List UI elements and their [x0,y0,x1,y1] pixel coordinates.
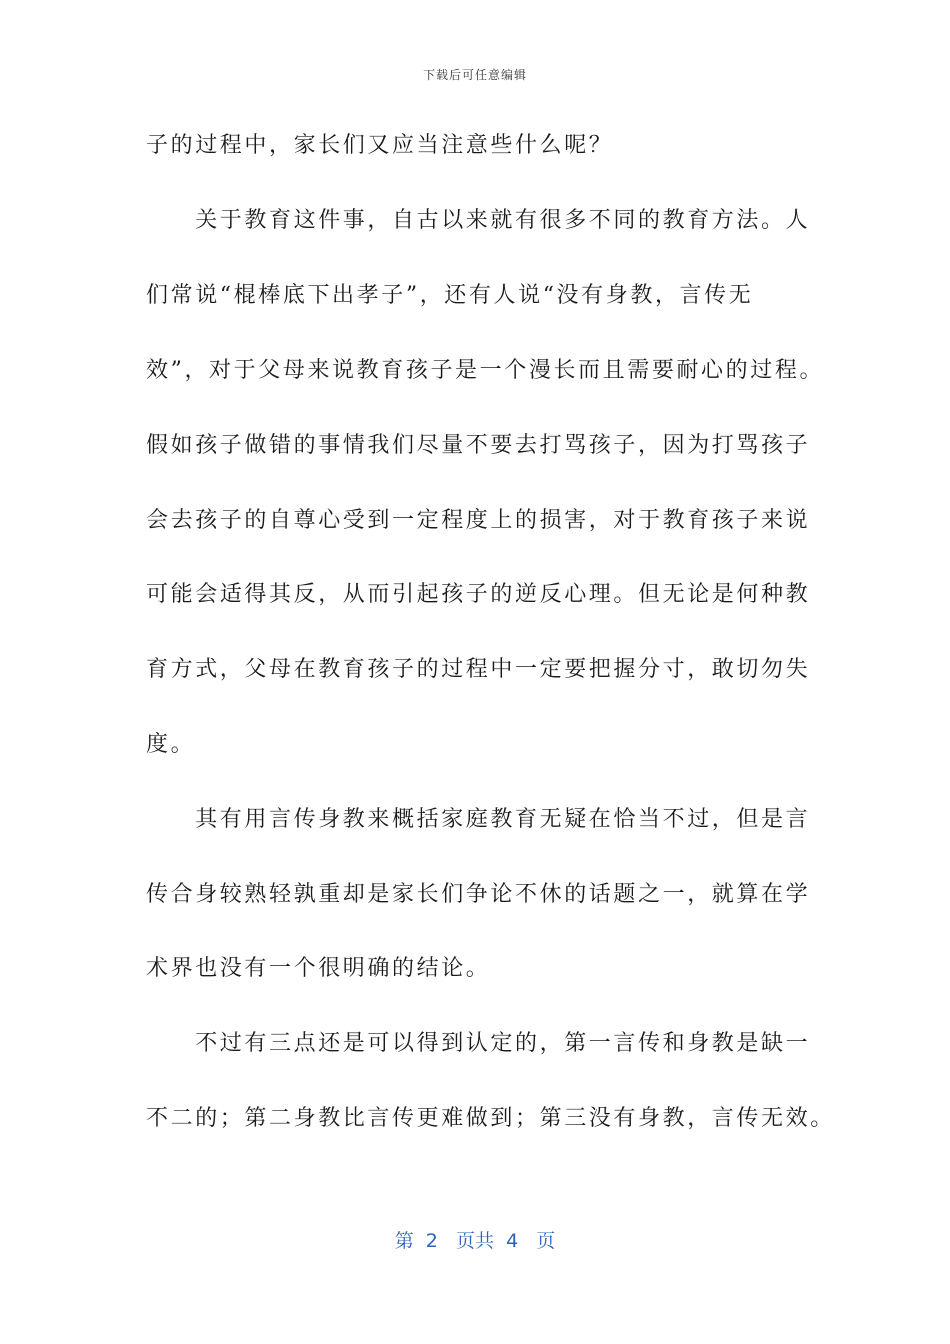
body-line-12: 术界也没有一个很明确的结论。 [146,956,491,981]
body-line-9: 度。 [146,732,196,757]
body-line-7: 可能会适得其反，从而引起孩子的逆反心理。但无论是何种教 [146,582,811,607]
page-number-footer: 第 2 页共 4 页 [394,1230,556,1252]
body-line-13: 不过有三点还是可以得到认定的，第一言传和身教是缺一 [146,1031,811,1056]
body-line-6: 会去孩子的自尊心受到一定程度上的损害，对于教育孩子来说 [146,508,811,533]
page-header-note: 下载后可任意编辑 [422,68,527,82]
body-line-4: 效”，对于父母来说教育孩子是一个漫长而且需要耐心的过程。 [146,358,825,383]
body-line-11: 传合身较熟轻孰重却是家长们争论不休的话题之一，就算在学 [146,882,811,907]
body-line-8: 育方式，父母在教育孩子的过程中一定要把握分寸，敢切勿失 [146,657,811,682]
body-line-5: 假如孩子做错的事情我们尽量不要去打骂孩子，因为打骂孩子 [146,433,811,458]
body-line-2: 关于教育这件事，自古以来就有很多不同的教育方法。人 [146,208,811,233]
body-line-1: 子的过程中，家长们又应当注意些什么呢？ [146,133,614,158]
body-line-3: 们常说“棍棒底下出孝子”，还有人说“没有身教，言传无 [146,283,754,308]
body-line-10: 其有用言传身教来概括家庭教育无疑在恰当不过，但是言 [146,807,811,832]
body-line-14: 不二的；第二身教比言传更难做到；第三没有身教，言传无效。 [146,1106,835,1131]
